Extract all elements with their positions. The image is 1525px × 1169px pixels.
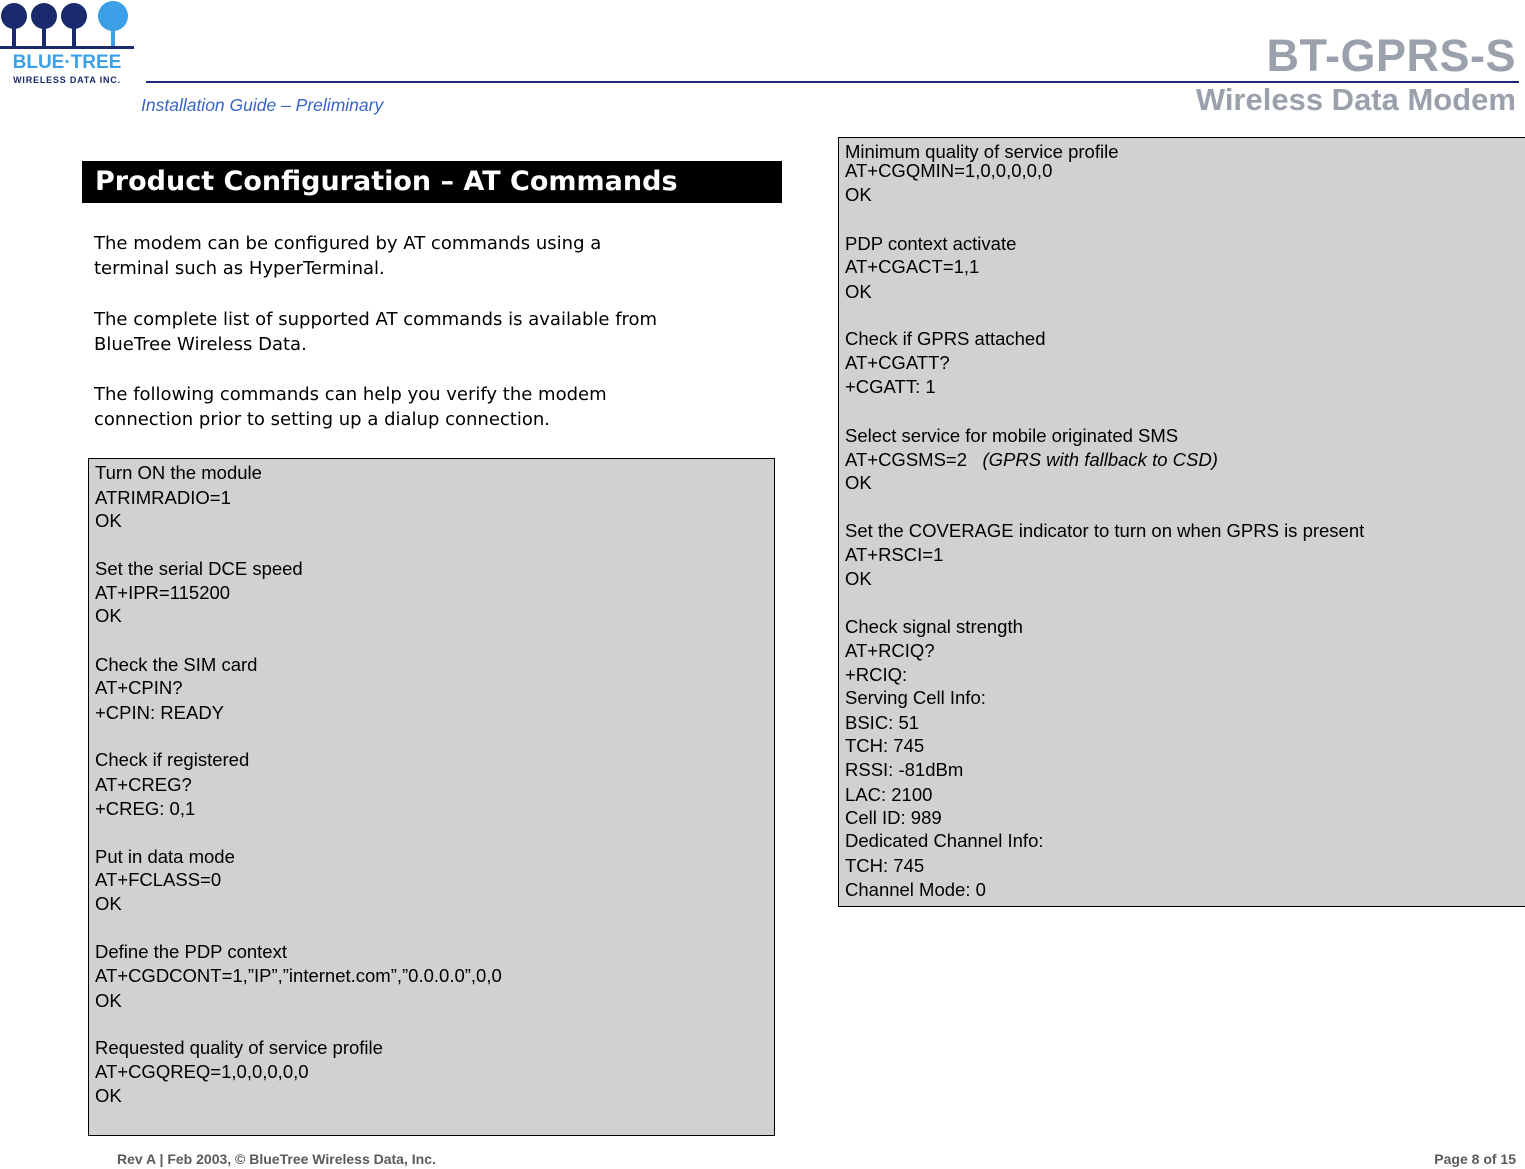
cmd-line: +CGATT: 1	[845, 376, 936, 397]
cmd-line: AT+RSCI=1	[845, 544, 944, 565]
logo-name: BLUE·TREE	[12, 52, 122, 73]
cmd-line: Set the serial DCE speed	[95, 558, 303, 579]
cmd-line: AT+CGQMIN=1,0,0,0,0,0	[845, 160, 1053, 181]
cmd-line: Minimum quality of service profile	[845, 141, 1119, 162]
cmd-line: Check the SIM card	[95, 654, 258, 675]
intro-paragraph-3	[94, 382, 774, 432]
cmd-line: Cell ID: 989	[845, 807, 942, 828]
at-commands-box-right	[838, 137, 1525, 907]
cmd-line: OK	[845, 281, 872, 302]
intro-paragraph-2	[94, 307, 774, 357]
cmd-line: OK	[95, 605, 122, 626]
product-subtitle: Wireless Data Modem	[1195, 82, 1516, 117]
document-subtitle: Installation Guide – Preliminary	[141, 95, 384, 115]
cmd-line: AT+CGATT?	[845, 352, 950, 373]
cmd-line: Set the COVERAGE indicator to turn on when GPRS is present	[845, 520, 1365, 541]
cmd-line: +CPIN: READY	[95, 702, 225, 723]
cmd-line: LAC: 2100	[845, 784, 933, 805]
cmd-line	[845, 449, 1218, 471]
cmd-line: AT+IPR=115200	[95, 582, 231, 603]
cmd-line: OK	[95, 990, 122, 1011]
cmd-note: (GPRS with fallback to CSD)	[982, 449, 1218, 470]
cmd-line: OK	[95, 510, 122, 531]
cmd-line: Serving Cell Info:	[845, 687, 986, 708]
product-title: BT-GPRS-S	[1266, 30, 1516, 81]
cmd-line: PDP context activate	[845, 233, 1017, 254]
cmd-line: OK	[95, 893, 122, 914]
cmd-line: OK	[95, 1085, 122, 1106]
cmd-line: OK	[845, 568, 872, 589]
footer-page-number: Page 8 of 15	[1434, 1151, 1516, 1167]
cmd-line: AT+CPIN?	[95, 677, 183, 698]
footer-copyright: Rev A | Feb 2003, © BlueTree Wireless Data, Inc.	[117, 1151, 436, 1167]
cmd-line: +RCIQ:	[845, 664, 908, 685]
cmd-line: Check signal strength	[845, 616, 1023, 637]
cmd-text: AT+CGSMS=2	[845, 449, 968, 470]
cmd-line: AT+CREG?	[95, 774, 192, 795]
cmd-line: +CREG: 0,1	[95, 798, 196, 819]
intro-line: The modem can be configured by AT commands using a	[94, 233, 602, 254]
cmd-line: BSIC: 51	[845, 712, 920, 733]
at-commands-box-left	[88, 458, 775, 1136]
cmd-line: Channel Mode: 0	[845, 879, 986, 900]
cmd-line: AT+CGACT=1,1	[845, 256, 980, 277]
cmd-line: Requested quality of service profile	[95, 1037, 383, 1058]
intro-line: The following commands can help you verify the modem	[94, 384, 607, 405]
cmd-line: TCH: 745	[845, 735, 925, 756]
intro-line: terminal such as HyperTerminal.	[94, 258, 385, 279]
cmd-line: ATRIMRADIO=1	[95, 487, 231, 508]
cmd-line: Turn ON the module	[95, 462, 262, 483]
cmd-line: Check if registered	[95, 749, 250, 770]
cmd-line: OK	[845, 184, 872, 205]
cmd-line: Dedicated Channel Info:	[845, 830, 1044, 851]
cmd-line: Select service for mobile originated SMS	[845, 425, 1179, 446]
cmd-line: AT+CGDCONT=1,”IP”,”internet.com”,”0.0.0.0”,0,0	[95, 965, 502, 986]
tree-icon	[0, 1, 134, 49]
cmd-line: Check if GPRS attached	[845, 328, 1046, 349]
cmd-line: AT+RCIQ?	[845, 640, 935, 661]
cmd-line: AT+CGQREQ=1,0,0,0,0,0	[95, 1061, 309, 1082]
cmd-line: TCH: 745	[845, 855, 925, 876]
logo-tagline: WIRELESS DATA INC.	[13, 75, 121, 85]
cmd-line: RSSI: -81dBm	[845, 759, 964, 780]
cmd-line: OK	[845, 472, 872, 493]
intro-paragraph-1	[94, 231, 774, 281]
cmd-line: AT+FCLASS=0	[95, 869, 222, 890]
intro-line: BlueTree Wireless Data.	[94, 334, 307, 355]
cmd-line: Put in data mode	[95, 846, 235, 867]
bluetree-logo	[0, 0, 136, 86]
intro-line: connection prior to setting up a dialup connection.	[94, 409, 550, 430]
cmd-line: Define the PDP context	[95, 941, 287, 962]
section-heading: Product Configuration – AT Commands	[82, 161, 782, 203]
intro-line: The complete list of supported AT commands is available from	[94, 309, 658, 330]
